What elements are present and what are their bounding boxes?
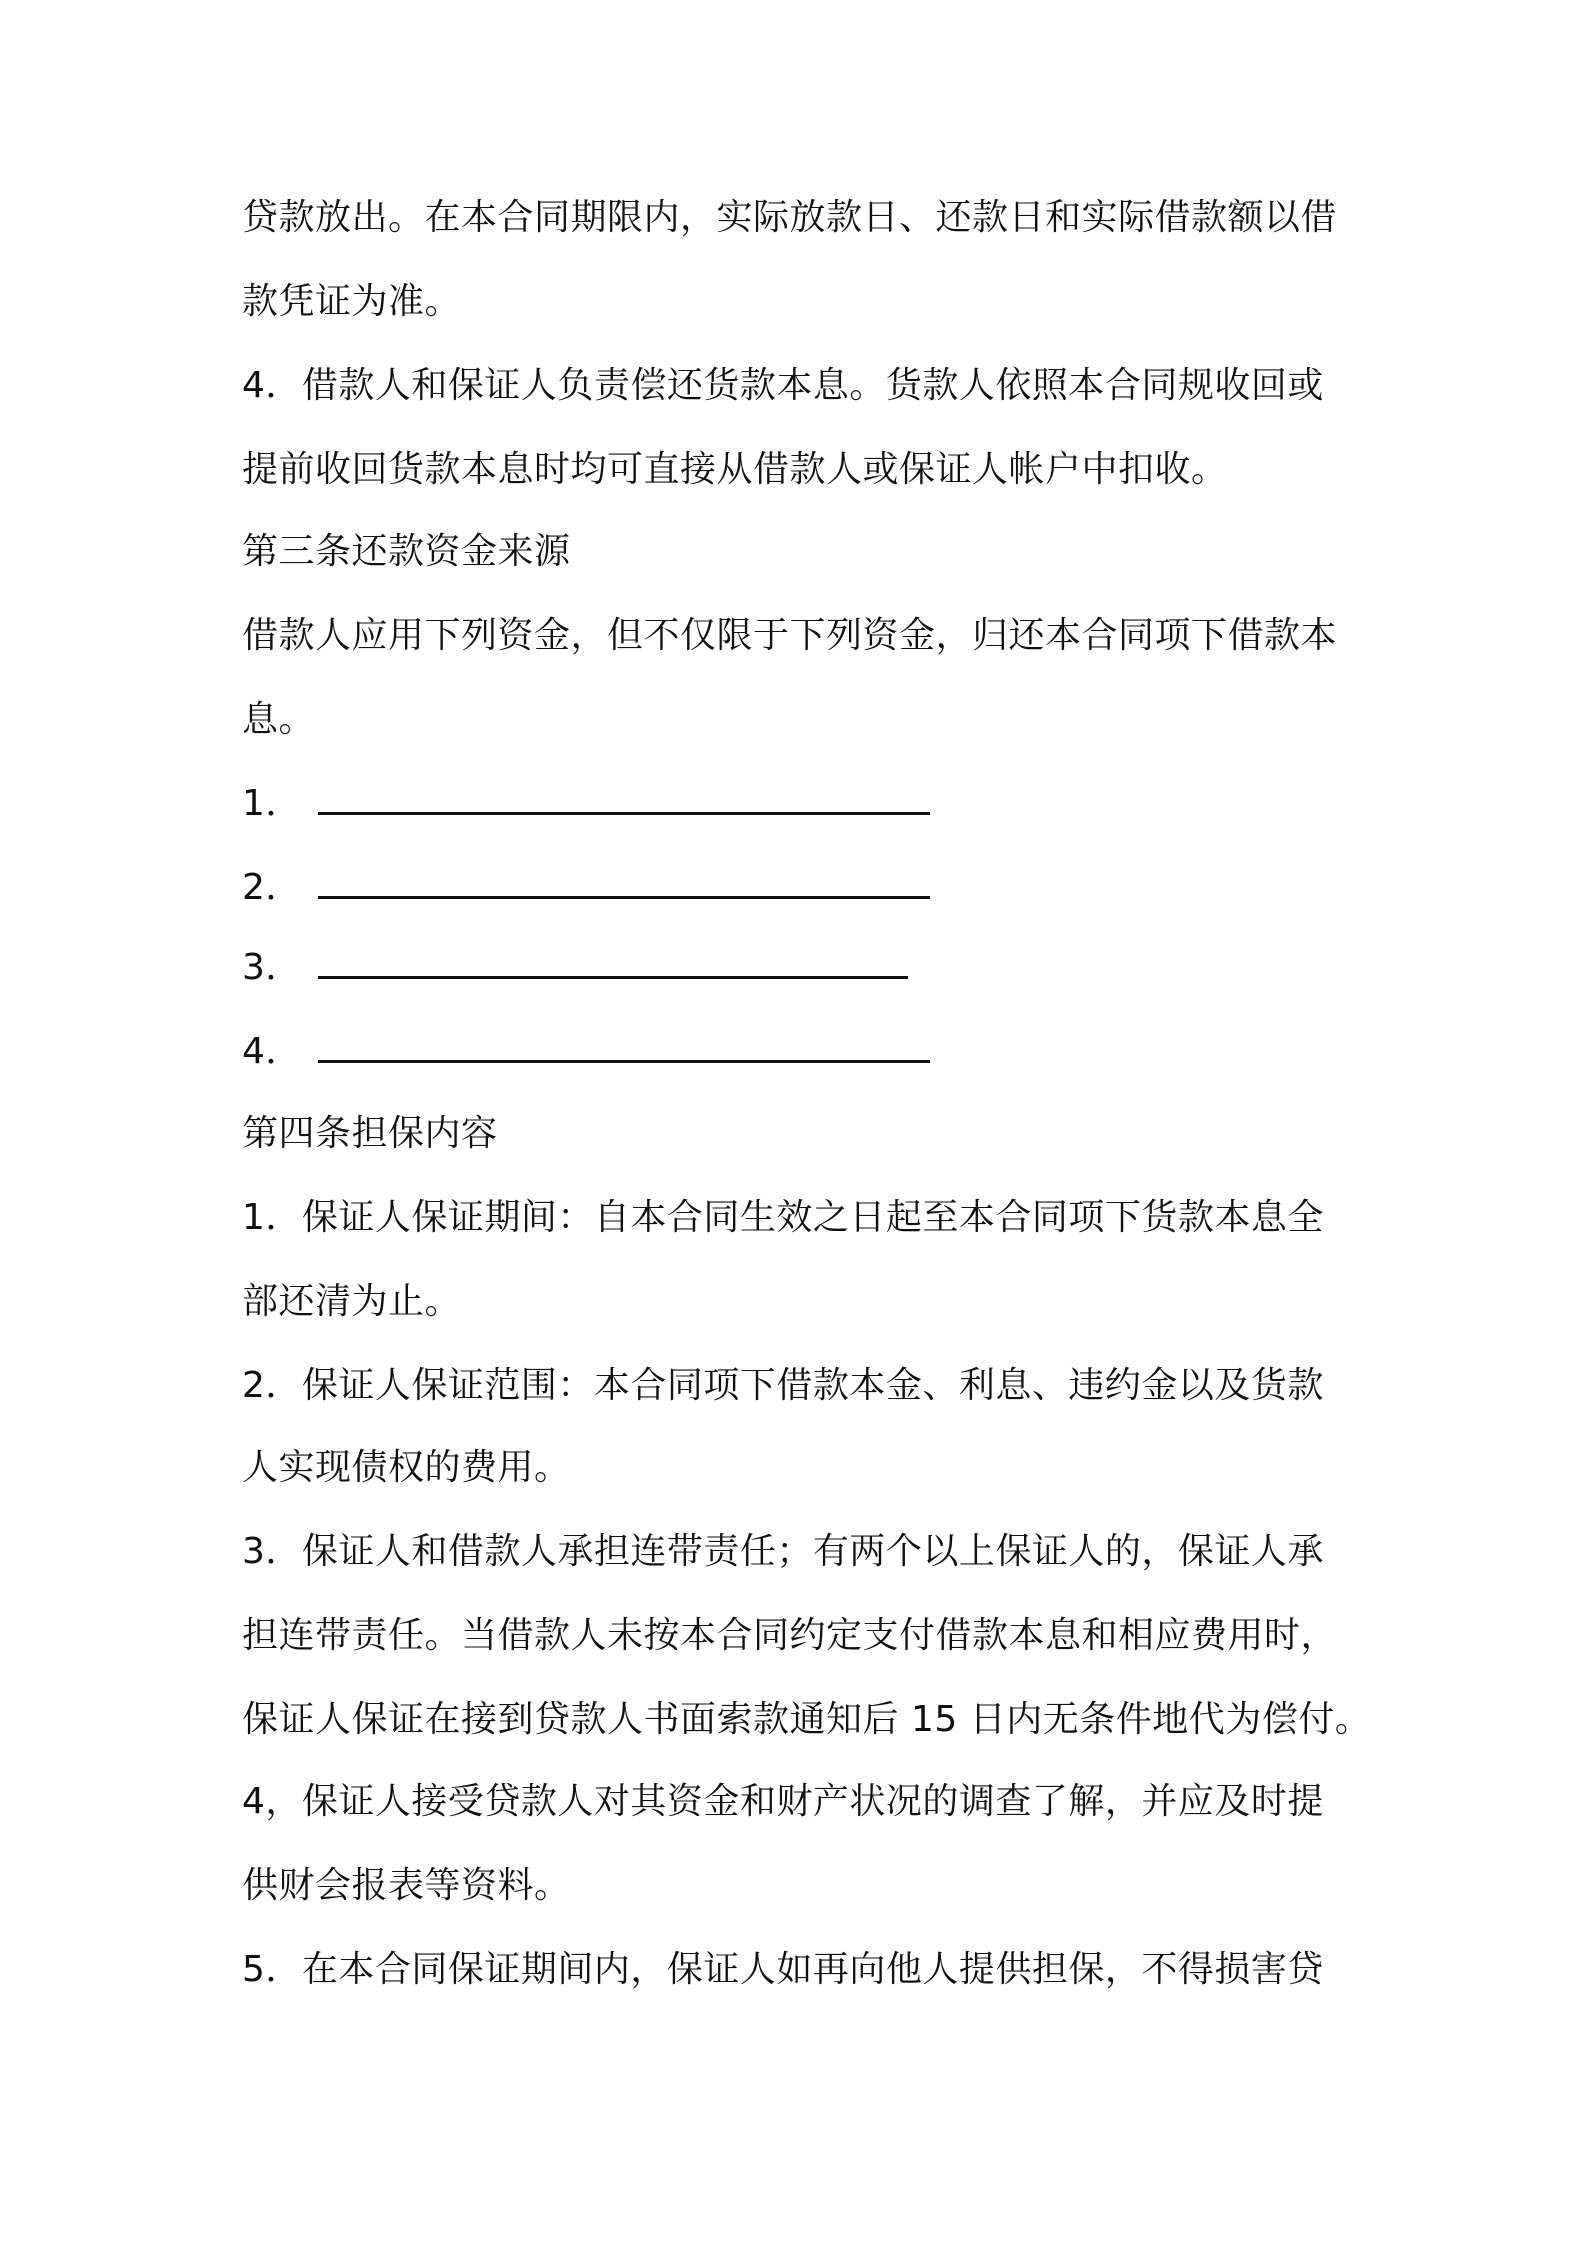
fill-in-blank-line bbox=[318, 946, 908, 979]
text-line: 1．保证人保证期间：自本合同生效之日起至本合同项下货款本息全 bbox=[242, 1197, 1324, 1238]
text-line: 供财会报表等资料。 bbox=[242, 1865, 571, 1906]
fill-in-blank-line bbox=[318, 866, 930, 899]
text-line: 款凭证为准。 bbox=[242, 281, 462, 322]
blank-item-number: 4． bbox=[242, 1031, 302, 1072]
text-line: 5．在本合同保证期间内，保证人如再向他人提供担保，不得损害贷 bbox=[242, 1949, 1324, 1990]
blank-item-number: 3． bbox=[242, 947, 302, 988]
text-line: 4，保证人接受贷款人对其资金和财产状况的调查了解，并应及时提 bbox=[242, 1781, 1324, 1822]
text-line: 借款人应用下列资金，但不仅限于下列资金，归还本合同项下借款本 bbox=[242, 615, 1338, 656]
blank-list-item bbox=[242, 782, 930, 826]
text-line: 3．保证人和借款人承担连带责任；有两个以上保证人的，保证人承 bbox=[242, 1531, 1324, 1572]
fill-in-blank-line bbox=[318, 782, 930, 815]
section-heading: 第三条还款资金来源 bbox=[242, 531, 571, 572]
text-line: 贷款放出。在本合同期限内，实际放款日、还款日和实际借款额以借 bbox=[242, 197, 1338, 238]
text-line: 担连带责任。当借款人未按本合同约定支付借款本息和相应费用时， bbox=[242, 1615, 1338, 1656]
blank-list-item bbox=[242, 946, 908, 990]
text-line: 部还清为止。 bbox=[242, 1281, 462, 1322]
text-line: 人实现债权的费用。 bbox=[242, 1447, 571, 1488]
blank-list-item bbox=[242, 866, 930, 910]
fill-in-blank-line bbox=[318, 1030, 930, 1063]
text-line: 2．保证人保证范围：本合同项下借款本金、利息、违约金以及货款 bbox=[242, 1365, 1324, 1406]
text-line: 4．借款人和保证人负责偿还货款本息。货款人依照本合同规收回或 bbox=[242, 365, 1324, 406]
text-line: 提前收回货款本息时均可直接从借款人或保证人帐户中扣收。 bbox=[242, 449, 1228, 490]
blank-list-item bbox=[242, 1030, 930, 1074]
blank-item-number: 2． bbox=[242, 867, 302, 908]
section-heading: 第四条担保内容 bbox=[242, 1113, 498, 1154]
text-line: 保证人保证在接到贷款人书面索款通知后 15 日内无条件地代为偿付。 bbox=[242, 1699, 1372, 1740]
text-line: 息。 bbox=[242, 699, 316, 740]
blank-item-number: 1． bbox=[242, 783, 302, 824]
